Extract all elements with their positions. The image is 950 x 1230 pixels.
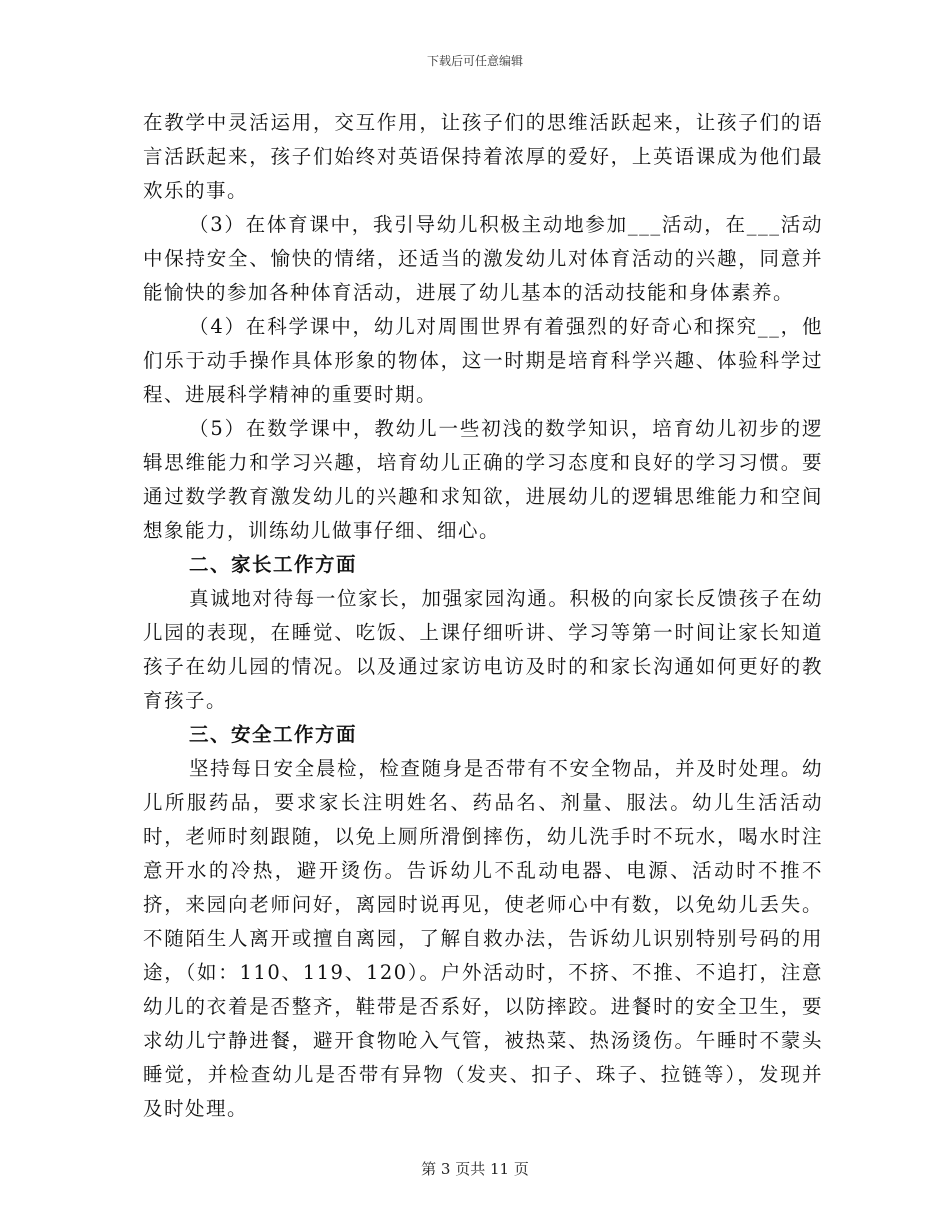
section-heading-parents: 二、家长工作方面 xyxy=(189,553,358,576)
page-footer: 第 3 页共 11 页 xyxy=(421,1160,529,1178)
paragraph-safety: 坚持每日安全晨检，检查随身是否带有不安全物品，并及时处理。幼儿所服药品，要求家长注明姓名、药品名、剂量、服法。幼儿生活活动时，老师时刻跟随，以免上厕所滑倒摔伤，幼儿洗手时不玩水，喝水时注意开水的冷热，避开烫伤。告诉幼儿不乱动电器、电源、活动时不推不挤，来园向老师问好，离园时说再见，使老师心中有数，以免幼儿丢失。不随陌生人离开或擅自离园，了解自救办法，告诉幼儿识别特别号码的用途，（如：110、119、120）。户外活动时，不挤、不推、不追打，注意幼儿的衣着是否整齐，鞋带是否系好，以防摔跤。进餐时的安全卫生，要求幼儿宁静进餐，避开食物呛入气管，被热菜、热汤烫伤。午睡时不蒙头睡觉，并检查幼儿是否带有异物（发夹、扣子、珠子、拉链等），发现并及时处理。 xyxy=(143,757,823,1120)
paragraph-item-3: （3）在体育课中，我引导幼儿积极主动地参加___活动，在___活动中保持安全、愉快的情绪，还适当的激发幼儿对体育活动的兴趣，同意并能愉快的参加各种体育活动，进展了幼儿基本的活动技能和身体素养。 xyxy=(143,213,823,304)
section-heading-safety: 三、安全工作方面 xyxy=(189,723,358,746)
paragraph-intro: 在教学中灵活运用，交互作用，让孩子们的思维活跃起来，让孩子们的语言活跃起来，孩子们始终对英语保持着浓厚的爱好，上英语课成为他们最欢乐的事。 xyxy=(143,111,823,202)
paragraph-item-5: （5）在数学课中，教幼儿一些初浅的数学知识，培育幼儿初步的逻辑思维能力和学习兴趣，培育幼儿正确的学习态度和良好的学习习惯。要通过数学教育激发幼儿的兴趣和求知欲，进展幼儿的逻辑思维能力和空间想象能力，训练幼儿做事仔细、细心。 xyxy=(143,417,823,542)
paragraph-parents: 真诚地对待每一位家长，加强家园沟通。积极的向家长反馈孩子在幼儿园的表现，在睡觉、吃饭、上课仔细听讲、学习等第一时间让家长知道孩子在幼儿园的情况。以及通过家访电访及时的和家长沟通如何更好的教育孩子。 xyxy=(143,587,823,712)
document-body xyxy=(143,106,823,1126)
paragraph-item-4: （4）在科学课中，幼儿对周围世界有着强烈的好奇心和探究__，他们乐于动手操作具体形象的物体，这一时期是培育科学兴趣、体验科学过程、进展科学精神的重要时期。 xyxy=(143,315,823,406)
page-header: 下载后可任意编辑 xyxy=(426,54,523,68)
